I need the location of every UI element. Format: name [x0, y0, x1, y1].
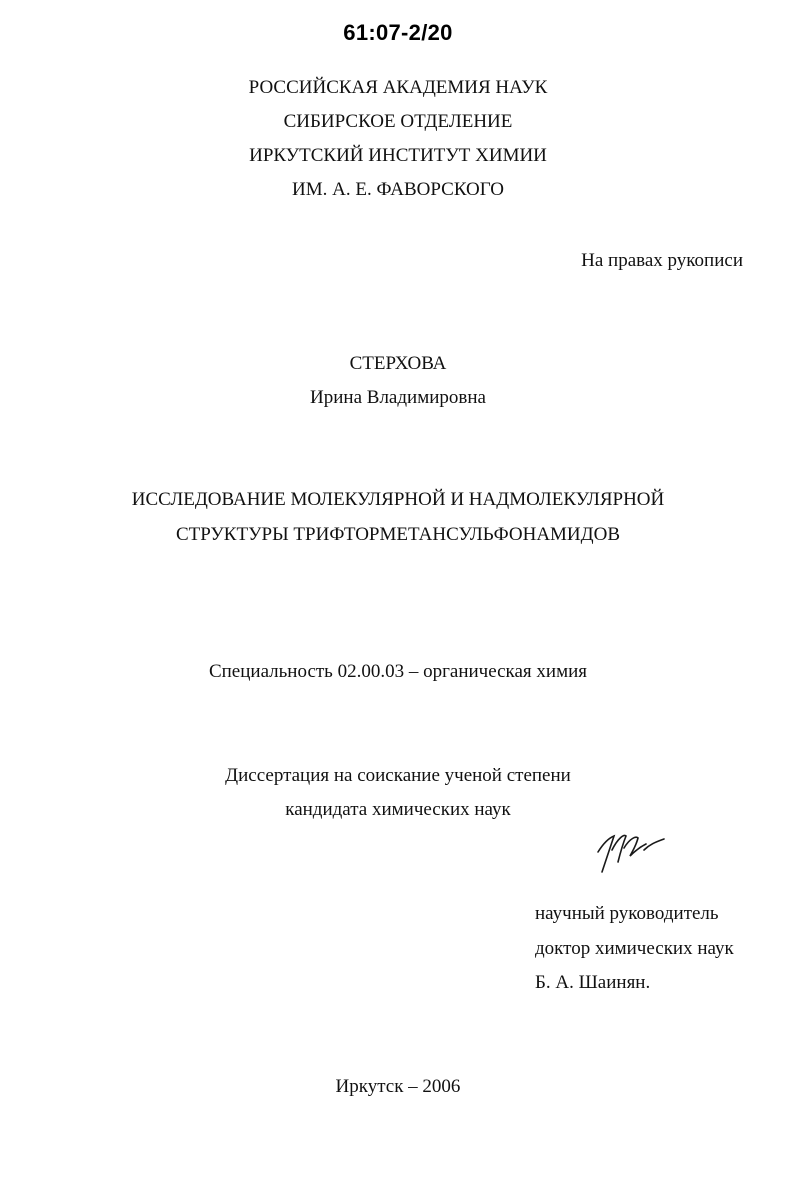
supervisor-role: научный руководитель: [535, 903, 719, 924]
manuscript-note: На правах рукописи: [581, 250, 743, 271]
institution-line-2: СИБИРСКОЕ ОТДЕЛЕНИЕ: [283, 111, 513, 132]
degree-line-2: кандидата химических наук: [285, 799, 511, 820]
supervisor-degree: доктор химических наук: [535, 938, 734, 959]
handwritten-signature: [594, 826, 666, 878]
institution-line-1: РОССИЙСКАЯ АКАДЕМИЯ НАУК: [248, 77, 548, 98]
specialty: Специальность 02.00.03 – органическая химия: [208, 661, 588, 682]
degree-line-1: Диссертация на соискание ученой степени: [225, 765, 571, 786]
title-line-2: СТРУКТУРЫ ТРИФТОРМЕТАНСУЛЬФОНАМИДОВ: [175, 524, 621, 545]
author-surname: СТЕРХОВА: [349, 353, 447, 374]
author-given-names: Ирина Владимировна: [310, 387, 486, 408]
catalog-number: 61:07-2/20: [343, 20, 453, 45]
place-year: Иркутск – 2006: [335, 1076, 461, 1097]
supervisor-name: Б. А. Шаинян.: [535, 972, 651, 993]
institution-line-3: ИРКУТСКИЙ ИНСТИТУТ ХИМИИ: [249, 145, 547, 166]
institution-line-4: ИМ. А. Е. ФАВОРСКОГО: [292, 179, 504, 200]
title-line-1: ИССЛЕДОВАНИЕ МОЛЕКУЛЯРНОЙ И НАДМОЛЕКУЛЯРНОЙ: [131, 489, 665, 510]
